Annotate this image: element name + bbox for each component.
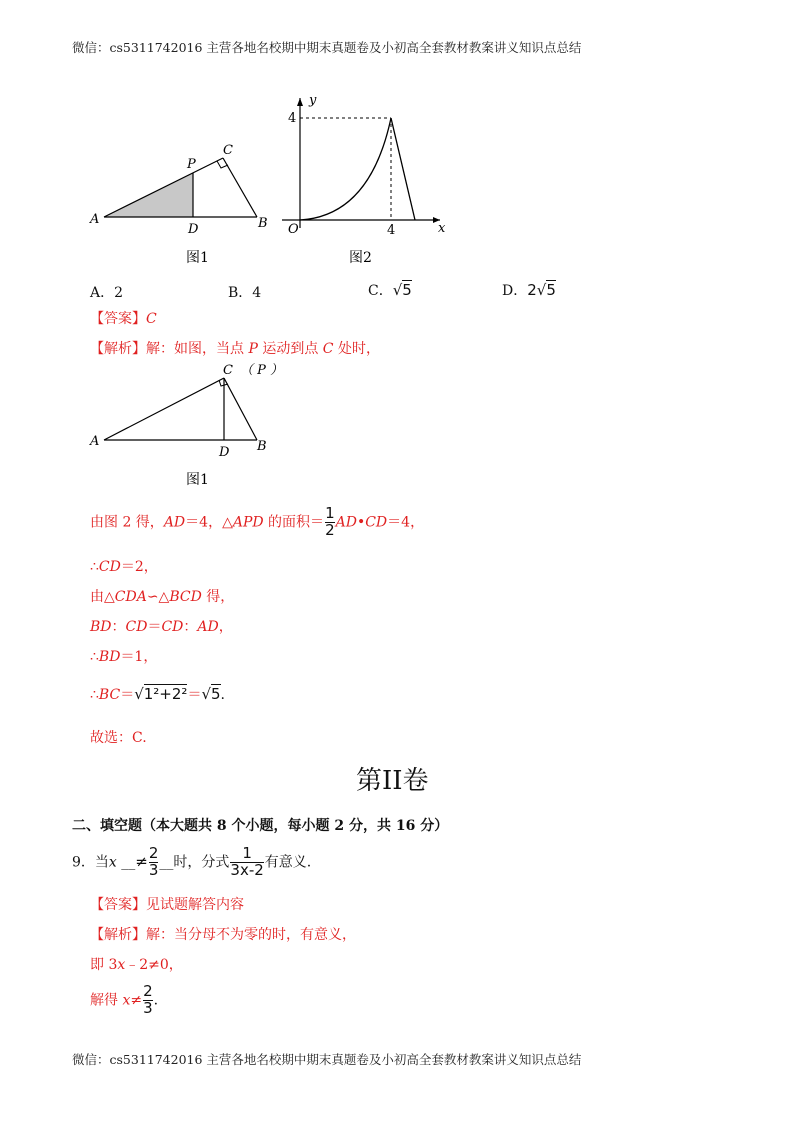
- blank: __: [116, 854, 136, 871]
- text: ＝: [187, 687, 202, 703]
- figure-3: [80, 360, 300, 490]
- denominator: 3x-2: [230, 860, 264, 879]
- axis-label-y: y: [309, 93, 317, 108]
- tick-label-y: 4: [288, 111, 297, 126]
- fraction-half: [325, 506, 335, 539]
- text: ＝2，: [120, 559, 158, 575]
- text: ＝4，△: [185, 514, 233, 531]
- solution-line-1: [90, 506, 424, 539]
- var: APD: [232, 514, 264, 531]
- option-c: C．√5: [368, 281, 412, 299]
- text: ＝: [120, 687, 135, 703]
- var: BCD: [169, 589, 202, 605]
- edge-ac: [104, 378, 224, 440]
- page-header: 微信：cs5311742016 主营各地名校期中期末真题卷及小初高全套教材教案讲义知识点总结: [72, 40, 582, 55]
- numerator: 2: [148, 844, 159, 862]
- var-x: x: [117, 957, 126, 973]
- text: ＝1，: [120, 649, 158, 665]
- neq-sign: ≠: [135, 852, 148, 871]
- fraction-two-thirds: [149, 846, 159, 879]
- fraction-expression: [230, 846, 263, 879]
- question-number: 9．当: [72, 854, 109, 871]
- label-d: D: [188, 222, 199, 237]
- tick-label-x: 4: [387, 223, 396, 238]
- text: •: [356, 514, 366, 531]
- text: 即 3: [90, 957, 118, 973]
- radicand-1: 1²+2²: [143, 685, 188, 703]
- y-axis-arrow: [297, 98, 303, 106]
- option-a: A．2: [90, 285, 124, 301]
- answer-1: [90, 308, 157, 328]
- radicand-2: 5: [211, 685, 221, 703]
- denominator: 3: [148, 860, 159, 879]
- edge-cb: [223, 158, 257, 217]
- text: ＝4，: [387, 514, 425, 531]
- label-p: P: [187, 157, 196, 172]
- text: ﹣2≠0，: [125, 957, 183, 973]
- page-footer: 微信：cs5311742016 主营各地名校期中期末真题卷及小初高全套教材教案讲义知识点总结: [72, 1052, 582, 1067]
- answer-9: [90, 894, 244, 914]
- solution-line-6: ∴BC＝√1²+2²＝√5.: [90, 685, 225, 703]
- numerator: 1: [325, 504, 335, 522]
- analysis-text: 处时，: [333, 341, 380, 357]
- answer-tag: 【答案】: [90, 897, 146, 913]
- var: CD: [125, 619, 148, 635]
- text: ，: [218, 619, 233, 635]
- axis-label-x: x: [438, 221, 446, 236]
- text: 由△: [90, 589, 115, 605]
- question-9: [72, 846, 311, 879]
- curve: [300, 118, 391, 220]
- text: 解得: [90, 992, 123, 1009]
- var: AD: [163, 514, 186, 531]
- figure-1: [80, 138, 280, 268]
- analysis-text: 解：当分母不为零的时，有意义，: [146, 927, 356, 943]
- var-x: x: [122, 992, 131, 1009]
- answer-tag: 【答案】: [90, 311, 146, 327]
- descent-line: [391, 118, 415, 220]
- label-p: （ P ）: [240, 363, 284, 378]
- label-a: A: [90, 212, 100, 227]
- text: ∽△: [146, 589, 170, 605]
- solution-9-line-2: [90, 984, 158, 1017]
- var: CD: [98, 559, 121, 575]
- text: 由图 2 得，: [90, 514, 164, 531]
- text: ＝: [147, 619, 162, 635]
- text: ：: [111, 619, 126, 635]
- edge-cb: [224, 378, 257, 440]
- var: AD: [335, 514, 357, 531]
- figure-2-caption: 图2: [349, 250, 372, 266]
- analysis-1: [90, 338, 380, 358]
- text: 有意义.: [264, 854, 312, 871]
- text: .: [220, 687, 225, 703]
- solution-line-2: [90, 556, 158, 576]
- var: AD: [197, 619, 219, 635]
- section-title: 第II卷: [356, 766, 429, 796]
- label-c: C: [223, 363, 233, 378]
- var-c: C: [322, 341, 334, 357]
- solution-line-3: [90, 586, 234, 606]
- answer-value: 见试题解答内容: [146, 897, 244, 913]
- text: .: [153, 992, 159, 1009]
- text: ∴: [90, 649, 99, 665]
- solution-line-4: [90, 616, 233, 636]
- numerator: 2: [143, 982, 153, 1000]
- text: 的面积＝: [263, 514, 325, 531]
- option-b: B．4: [228, 285, 262, 301]
- answer-value: C: [146, 311, 157, 327]
- denominator: 3: [143, 998, 153, 1017]
- var-x: x: [108, 854, 117, 871]
- var: CD: [365, 514, 388, 531]
- label-b: B: [257, 439, 267, 454]
- label-a: A: [90, 434, 100, 449]
- section-subtitle: 二、填空题（本大题共 8 个小题，每小题 2 分，共 16 分）: [72, 818, 449, 834]
- text: ∴: [90, 559, 99, 575]
- numerator: 1: [242, 844, 252, 862]
- solution-9-line-1: [90, 954, 183, 974]
- var: CD: [161, 619, 184, 635]
- option-d-prefix: D．: [502, 283, 528, 299]
- figure-1-caption: 图1: [186, 250, 209, 266]
- analysis-9: [90, 924, 356, 944]
- option-c-prefix: C．: [368, 283, 393, 299]
- analysis-tag: 【解析】: [90, 927, 146, 943]
- option-d-radicand: 5: [546, 281, 556, 299]
- figure-3-caption: 图1: [186, 472, 209, 488]
- option-d: D．2√5: [502, 281, 556, 299]
- var: BD: [98, 649, 121, 665]
- text: ∴: [90, 687, 99, 703]
- var-p: P: [248, 341, 258, 357]
- text: ：: [183, 619, 198, 635]
- analysis-text: 解：如图，当点: [146, 341, 249, 357]
- figure-2: [280, 88, 460, 268]
- option-c-radicand: 5: [402, 281, 412, 299]
- option-d-coef: 2: [527, 281, 537, 299]
- blank: __时，分式: [159, 854, 230, 871]
- text: ≠: [130, 992, 143, 1009]
- solution-line-7: 故选：C.: [90, 730, 147, 746]
- var: CDA: [114, 589, 147, 605]
- label-d: D: [219, 445, 230, 460]
- analysis-text: 运动到点: [257, 341, 323, 357]
- var: BC: [98, 687, 121, 703]
- label-c: C: [223, 143, 233, 158]
- var: BD: [90, 619, 112, 635]
- denominator: 2: [325, 520, 335, 539]
- text: 得，: [201, 589, 235, 605]
- label-b: B: [258, 216, 268, 231]
- solution-line-5: [90, 646, 157, 666]
- analysis-tag: 【解析】: [90, 341, 146, 357]
- origin-label: O: [288, 222, 299, 237]
- fraction-two-thirds: [143, 984, 153, 1017]
